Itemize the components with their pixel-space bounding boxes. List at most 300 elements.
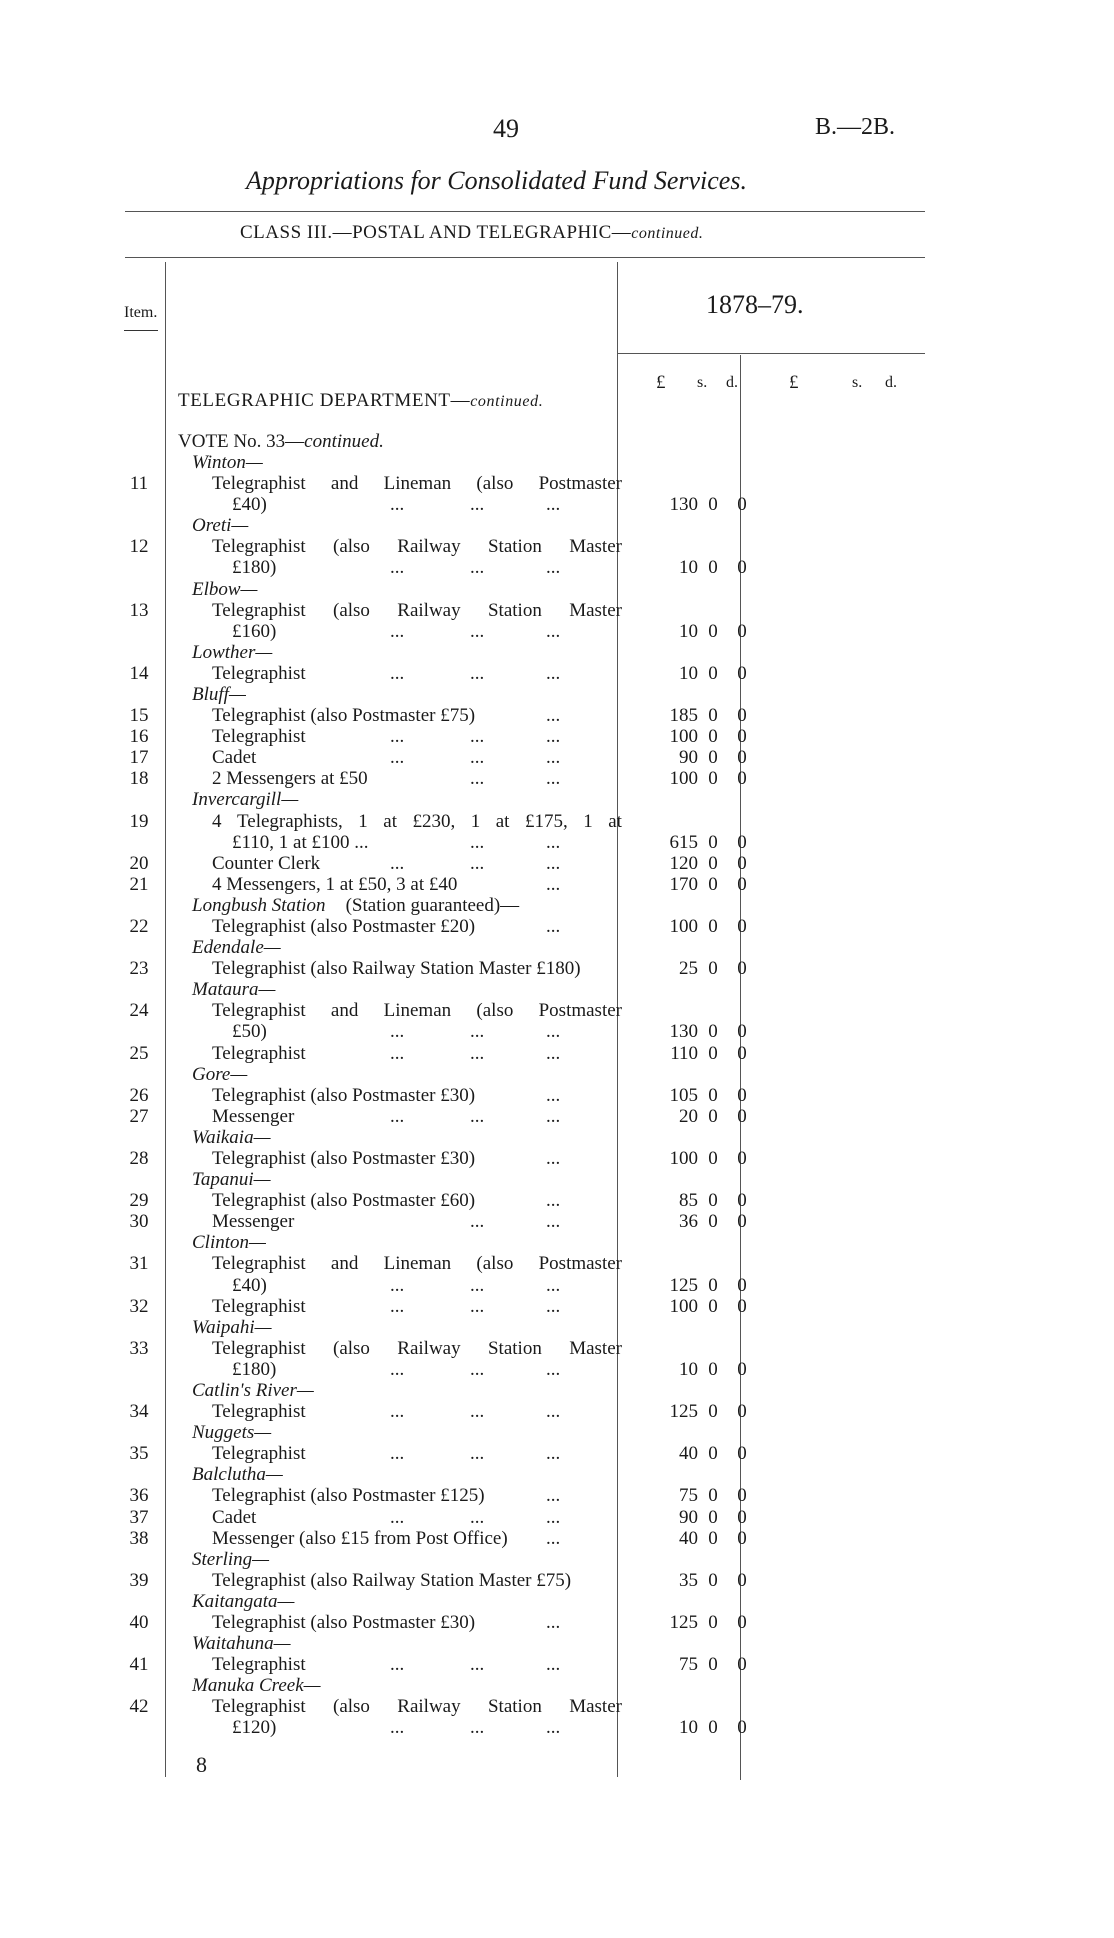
dot-leader: ... <box>546 768 561 789</box>
table-row <box>0 1485 1114 1506</box>
dot-leader: ... <box>390 1359 405 1380</box>
row-description-continued: £180) <box>232 557 277 578</box>
amount-pounds: 35 <box>679 1570 698 1591</box>
dot-leader: ... <box>546 726 561 747</box>
item-number: 26 <box>129 1085 149 1106</box>
place-heading-row <box>0 1464 1114 1485</box>
row-description-continued: £160) <box>232 621 277 642</box>
amount-pence: 0 <box>737 1654 747 1675</box>
dot-leader: ... <box>546 874 561 895</box>
table-row <box>0 1253 1114 1274</box>
amount-pence: 0 <box>737 1085 747 1106</box>
amount-pounds: 40 <box>679 1443 698 1464</box>
place-name: Catlin's River— <box>192 1380 314 1401</box>
place-heading-row <box>0 1127 1114 1148</box>
col-pounds-header-2: £ <box>789 372 799 393</box>
row-description: Messenger <box>212 1211 295 1232</box>
row-description: Telegraphist (also Railway Station Master <box>212 1696 622 1717</box>
amount-shillings: 0 <box>708 1359 718 1380</box>
amount-pence: 0 <box>737 1106 747 1127</box>
item-number: 37 <box>129 1507 149 1528</box>
dot-leader: ... <box>470 1359 485 1380</box>
amount-pence: 0 <box>737 1443 747 1464</box>
item-number: 24 <box>129 1000 149 1021</box>
dot-leader: ... <box>546 853 561 874</box>
page-number: 49 <box>493 114 519 143</box>
item-number: 12 <box>129 536 149 557</box>
table-row <box>0 747 1114 768</box>
place-name: Nuggets— <box>192 1422 272 1443</box>
item-number: 42 <box>129 1696 149 1717</box>
place-name: Lowther— <box>192 642 273 663</box>
item-number: 31 <box>129 1253 149 1274</box>
dot-leader: ... <box>390 1717 405 1738</box>
amount-pence: 0 <box>737 1507 747 1528</box>
amount-shillings: 0 <box>708 1654 718 1675</box>
dot-leader: ... <box>390 1443 405 1464</box>
amount-pence: 0 <box>737 853 747 874</box>
dot-leader: ... <box>546 1275 561 1296</box>
row-description-continued: £180) <box>232 1359 277 1380</box>
dot-leader: ... <box>546 705 561 726</box>
table-row <box>0 1401 1114 1422</box>
dot-leader: ... <box>390 726 405 747</box>
table-row <box>0 811 1114 832</box>
row-description: Telegraphist (also Postmaster £30) <box>212 1612 476 1633</box>
class-heading-cont: continued. <box>631 225 704 242</box>
amount-pence: 0 <box>737 1570 747 1591</box>
place-name: Elbow— <box>192 579 258 600</box>
row-description: Telegraphist <box>212 1296 306 1317</box>
amount-pence: 0 <box>737 1485 747 1506</box>
dot-leader: ... <box>390 663 405 684</box>
amount-shillings: 0 <box>708 1485 718 1506</box>
amount-pounds: 20 <box>679 1106 698 1127</box>
dot-leader: ... <box>390 1296 405 1317</box>
department-heading <box>178 390 543 412</box>
dot-leader: ... <box>470 494 485 515</box>
place-heading-row <box>0 452 1114 473</box>
row-description: 4 Telegraphists, 1 at £230, 1 at £175, 1 at <box>212 811 622 832</box>
place-heading-row <box>0 642 1114 663</box>
amount-pounds: 125 <box>669 1275 698 1296</box>
table-row <box>0 600 1114 621</box>
dot-leader: ... <box>470 1401 485 1422</box>
place-heading-row <box>0 895 1114 916</box>
row-description: Telegraphist (also Railway Station Master £75) <box>212 1570 572 1591</box>
amount-shillings: 0 <box>708 557 718 578</box>
amount-pounds: 100 <box>669 768 698 789</box>
amount-pence: 0 <box>737 1275 747 1296</box>
table-row <box>0 1612 1114 1633</box>
table-row <box>0 768 1114 789</box>
amount-shillings: 0 <box>708 1612 718 1633</box>
amount-shillings: 0 <box>708 1021 718 1042</box>
amount-shillings: 0 <box>708 1085 718 1106</box>
item-number: 16 <box>129 726 149 747</box>
place-name: Tapanui— <box>192 1169 271 1190</box>
amount-pence: 0 <box>737 1148 747 1169</box>
dot-leader: ... <box>470 1275 485 1296</box>
amount-shillings: 0 <box>708 494 718 515</box>
place-name: Mataura— <box>192 979 276 1000</box>
dot-leader: ... <box>546 1211 561 1232</box>
row-description: Telegraphist (also Postmaster £125) <box>212 1485 485 1506</box>
amount-pounds: 100 <box>669 916 698 937</box>
item-number: 34 <box>129 1401 149 1422</box>
row-description: Telegraphist (also Railway Station Master <box>212 536 622 557</box>
dot-leader: ... <box>546 1717 561 1738</box>
place-heading-row <box>0 1317 1114 1338</box>
place-heading-row <box>0 1064 1114 1085</box>
dot-leader: ... <box>470 853 485 874</box>
item-number: 20 <box>129 853 149 874</box>
row-description-continued: £110, 1 at £100 ... <box>232 832 369 853</box>
dot-leader: ... <box>546 1443 561 1464</box>
dot-leader: ... <box>546 747 561 768</box>
table-row <box>0 958 1114 979</box>
amount-pence: 0 <box>737 1401 747 1422</box>
dot-leader: ... <box>546 494 561 515</box>
dot-leader: ... <box>470 621 485 642</box>
table-row <box>0 557 1114 578</box>
item-number: 36 <box>129 1485 149 1506</box>
amount-shillings: 0 <box>708 1043 718 1064</box>
dot-leader: ... <box>390 1043 405 1064</box>
amount-pounds: 100 <box>669 1148 698 1169</box>
table-row <box>0 1148 1114 1169</box>
row-description: 2 Messengers at £50 <box>212 768 368 789</box>
amount-pence: 0 <box>737 1211 747 1232</box>
table-row <box>0 726 1114 747</box>
amount-pounds: 130 <box>669 1021 698 1042</box>
item-number: 39 <box>129 1570 149 1591</box>
place-name: Bluff— <box>192 684 246 705</box>
amount-shillings: 0 <box>708 726 718 747</box>
amount-pence: 0 <box>737 768 747 789</box>
amount-pence: 0 <box>737 705 747 726</box>
table-row <box>0 663 1114 684</box>
department-cont: continued. <box>470 393 544 410</box>
dot-leader: ... <box>546 621 561 642</box>
amount-pence: 0 <box>737 916 747 937</box>
item-number: 18 <box>129 768 149 789</box>
table-row <box>0 536 1114 557</box>
dot-leader: ... <box>470 1106 485 1127</box>
amount-pounds: 100 <box>669 1296 698 1317</box>
amount-shillings: 0 <box>708 1443 718 1464</box>
dot-leader: ... <box>390 494 405 515</box>
item-number: 32 <box>129 1296 149 1317</box>
item-number: 25 <box>129 1043 149 1064</box>
amount-shillings: 0 <box>708 1211 718 1232</box>
amount-pence: 0 <box>737 1528 747 1549</box>
row-description: Telegraphist (also Railway Station Master £180) <box>212 958 581 979</box>
dot-leader: ... <box>390 621 405 642</box>
item-number: 11 <box>129 473 149 494</box>
class-heading-text: CLASS III.—POSTAL AND TELEGRAPHIC— <box>240 222 632 243</box>
dot-leader: ... <box>390 1021 405 1042</box>
dot-leader: ... <box>470 1507 485 1528</box>
amount-pounds: 10 <box>679 1717 698 1738</box>
place-heading-row <box>0 789 1114 810</box>
amount-pounds: 75 <box>679 1485 698 1506</box>
row-description-continued: £40) <box>232 494 267 515</box>
vote-heading <box>178 431 384 453</box>
place-name: Waipahi— <box>192 1317 272 1338</box>
item-number: 22 <box>129 916 149 937</box>
row-description: Telegraphist <box>212 1401 306 1422</box>
place-name: Oreti— <box>192 515 249 536</box>
class-heading <box>240 222 703 244</box>
dot-leader: ... <box>390 1106 405 1127</box>
item-number: 33 <box>129 1338 149 1359</box>
table-row <box>0 1338 1114 1359</box>
dot-leader: ... <box>470 747 485 768</box>
table-row <box>0 1696 1114 1717</box>
place-name: Balclutha— <box>192 1464 283 1485</box>
place-name: Sterling— <box>192 1549 270 1570</box>
place-name: Invercargill— <box>192 789 299 810</box>
dot-leader: ... <box>546 1021 561 1042</box>
item-number: 14 <box>129 663 149 684</box>
table-row <box>0 1000 1114 1021</box>
row-description: Telegraphist <box>212 663 306 684</box>
dot-leader: ... <box>470 768 485 789</box>
amount-pounds: 10 <box>679 621 698 642</box>
table-row <box>0 1443 1114 1464</box>
dot-leader: ... <box>546 1528 561 1549</box>
amount-pence: 0 <box>737 1717 747 1738</box>
amount-shillings: 0 <box>708 1507 718 1528</box>
department-name: TELEGRAPHIC DEPARTMENT— <box>178 390 471 411</box>
place-heading-row <box>0 1633 1114 1654</box>
row-description: Telegraphist and Lineman (also Postmaster <box>212 1000 622 1021</box>
amount-shillings: 0 <box>708 958 718 979</box>
title-rule <box>125 211 925 212</box>
amount-pounds: 10 <box>679 557 698 578</box>
item-number: 23 <box>129 958 149 979</box>
row-description-continued: £40) <box>232 1275 267 1296</box>
dot-leader: ... <box>470 1211 485 1232</box>
item-number: 35 <box>129 1443 149 1464</box>
dot-leader: ... <box>390 747 405 768</box>
table-row <box>0 1717 1114 1738</box>
amount-pounds: 130 <box>669 494 698 515</box>
amount-shillings: 0 <box>708 916 718 937</box>
row-description: Cadet <box>212 1507 257 1528</box>
table-row <box>0 1654 1114 1675</box>
dot-leader: ... <box>470 1443 485 1464</box>
amount-pence: 0 <box>737 726 747 747</box>
table-row <box>0 874 1114 895</box>
table-row <box>0 832 1114 853</box>
col-shillings-header-2: s. <box>852 374 863 391</box>
dot-leader: ... <box>546 1190 561 1211</box>
amount-shillings: 0 <box>708 1401 718 1422</box>
amount-shillings: 0 <box>708 1528 718 1549</box>
row-description: Telegraphist <box>212 1654 306 1675</box>
dot-leader: ... <box>546 832 561 853</box>
table-top-rule <box>125 257 925 258</box>
dot-leader: ... <box>390 1507 405 1528</box>
table-row <box>0 1085 1114 1106</box>
row-description: Telegraphist <box>212 1443 306 1464</box>
item-number: 17 <box>129 747 149 768</box>
place-heading-row <box>0 1380 1114 1401</box>
place-heading-row <box>0 979 1114 1000</box>
table-row <box>0 1507 1114 1528</box>
dot-leader: ... <box>470 832 485 853</box>
place-name: Gore— <box>192 1064 248 1085</box>
row-description: Telegraphist (also Railway Station Master <box>212 600 622 621</box>
page-title: Appropriations for Consolidated Fund Services. <box>246 166 747 195</box>
amount-pounds: 90 <box>679 1507 698 1528</box>
place-name: Waitahuna— <box>192 1633 291 1654</box>
place-heading-row <box>0 1591 1114 1612</box>
row-description: Cadet <box>212 747 257 768</box>
dot-leader: ... <box>546 1085 561 1106</box>
amount-pounds: 125 <box>669 1401 698 1422</box>
item-header-underline <box>124 330 158 331</box>
dot-leader: ... <box>390 1654 405 1675</box>
amount-pounds: 615 <box>669 832 698 853</box>
dot-leader: ... <box>546 1106 561 1127</box>
amount-shillings: 0 <box>708 747 718 768</box>
dot-leader: ... <box>390 557 405 578</box>
dot-leader: ... <box>470 1021 485 1042</box>
amount-pounds: 36 <box>679 1211 698 1232</box>
row-description-continued: £50) <box>232 1021 267 1042</box>
amount-pounds: 25 <box>679 958 698 979</box>
amount-shillings: 0 <box>708 1717 718 1738</box>
amount-pence: 0 <box>737 1612 747 1633</box>
table-row <box>0 1106 1114 1127</box>
dot-leader: ... <box>546 1485 561 1506</box>
place-heading-row <box>0 1675 1114 1696</box>
amount-pounds: 170 <box>669 874 698 895</box>
amount-pounds: 90 <box>679 747 698 768</box>
amount-shillings: 0 <box>708 621 718 642</box>
paper-reference: B.—2B. <box>815 114 896 140</box>
item-number: 30 <box>129 1211 149 1232</box>
item-number: 13 <box>129 600 149 621</box>
dot-leader: ... <box>546 1359 561 1380</box>
col-shillings-header-1: s. <box>697 374 708 391</box>
table-row <box>0 1043 1114 1064</box>
table-row <box>0 473 1114 494</box>
place-name: Winton— <box>192 452 263 473</box>
row-description: 4 Messengers, 1 at £50, 3 at £40 <box>212 874 458 895</box>
amount-pounds: 10 <box>679 663 698 684</box>
table-row <box>0 494 1114 515</box>
amount-pounds: 120 <box>669 853 698 874</box>
dot-leader: ... <box>390 853 405 874</box>
table-row <box>0 705 1114 726</box>
dot-leader: ... <box>546 916 561 937</box>
amount-shillings: 0 <box>708 1296 718 1317</box>
vote-cont: continued. <box>304 431 384 452</box>
dot-leader: ... <box>470 1717 485 1738</box>
item-number: 38 <box>129 1528 149 1549</box>
dot-leader: ... <box>546 1401 561 1422</box>
dot-leader: ... <box>546 1296 561 1317</box>
dot-leader: ... <box>470 1043 485 1064</box>
row-description: Telegraphist <box>212 726 306 747</box>
row-description: Telegraphist (also Postmaster £30) <box>212 1148 476 1169</box>
item-number: 29 <box>129 1190 149 1211</box>
dot-leader: ... <box>470 663 485 684</box>
place-heading-row <box>0 684 1114 705</box>
amount-pounds: 75 <box>679 1654 698 1675</box>
row-description: Telegraphist and Lineman (also Postmaster <box>212 1253 622 1274</box>
row-description-continued: £120) <box>232 1717 277 1738</box>
amount-pence: 0 <box>737 1043 747 1064</box>
row-description: Telegraphist and Lineman (also Postmaster <box>212 473 622 494</box>
dot-leader: ... <box>546 1043 561 1064</box>
amount-shillings: 0 <box>708 874 718 895</box>
amount-pence: 0 <box>737 1296 747 1317</box>
year-header: 1878–79. <box>706 290 804 319</box>
row-description: Counter Clerk <box>212 853 321 874</box>
dot-leader: ... <box>546 1654 561 1675</box>
table-row <box>0 916 1114 937</box>
amount-pounds: 10 <box>679 1359 698 1380</box>
amount-pounds: 85 <box>679 1190 698 1211</box>
amount-pence: 0 <box>737 494 747 515</box>
amount-pounds: 125 <box>669 1612 698 1633</box>
table-row <box>0 1211 1114 1232</box>
place-heading-row <box>0 579 1114 600</box>
amount-shillings: 0 <box>708 853 718 874</box>
dot-leader: ... <box>470 1654 485 1675</box>
amount-pounds: 185 <box>669 705 698 726</box>
place-name: Edendale— <box>192 937 281 958</box>
amount-shillings: 0 <box>708 832 718 853</box>
table-row <box>0 853 1114 874</box>
vote-number: VOTE No. 33— <box>178 431 305 452</box>
amount-pence: 0 <box>737 874 747 895</box>
place-heading-row <box>0 1549 1114 1570</box>
amount-pence: 0 <box>737 1359 747 1380</box>
place-name: Waikaia— <box>192 1127 271 1148</box>
item-number: 19 <box>129 811 149 832</box>
amount-pence: 0 <box>737 1190 747 1211</box>
dot-leader: ... <box>390 1275 405 1296</box>
place-note: (Station guaranteed)— <box>345 895 520 916</box>
dot-leader: ... <box>470 557 485 578</box>
row-description: Messenger (also £15 from Post Office) <box>212 1528 508 1549</box>
dot-leader: ... <box>546 663 561 684</box>
amount-pence: 0 <box>737 1021 747 1042</box>
amount-pounds: 110 <box>670 1043 698 1064</box>
row-description: Telegraphist <box>212 1043 306 1064</box>
amount-shillings: 0 <box>708 1275 718 1296</box>
dot-leader: ... <box>546 557 561 578</box>
table-row <box>0 1190 1114 1211</box>
table-row <box>0 1275 1114 1296</box>
table-row <box>0 1296 1114 1317</box>
amount-pence: 0 <box>737 621 747 642</box>
amount-shillings: 0 <box>708 705 718 726</box>
col-pounds-header-1: £ <box>656 372 666 393</box>
signature-mark: 8 <box>196 1752 207 1777</box>
amount-pounds: 100 <box>669 726 698 747</box>
amount-shillings: 0 <box>708 1570 718 1591</box>
dot-leader: ... <box>470 726 485 747</box>
row-description: Telegraphist (also Postmaster £60) <box>212 1190 476 1211</box>
dot-leader: ... <box>546 1148 561 1169</box>
